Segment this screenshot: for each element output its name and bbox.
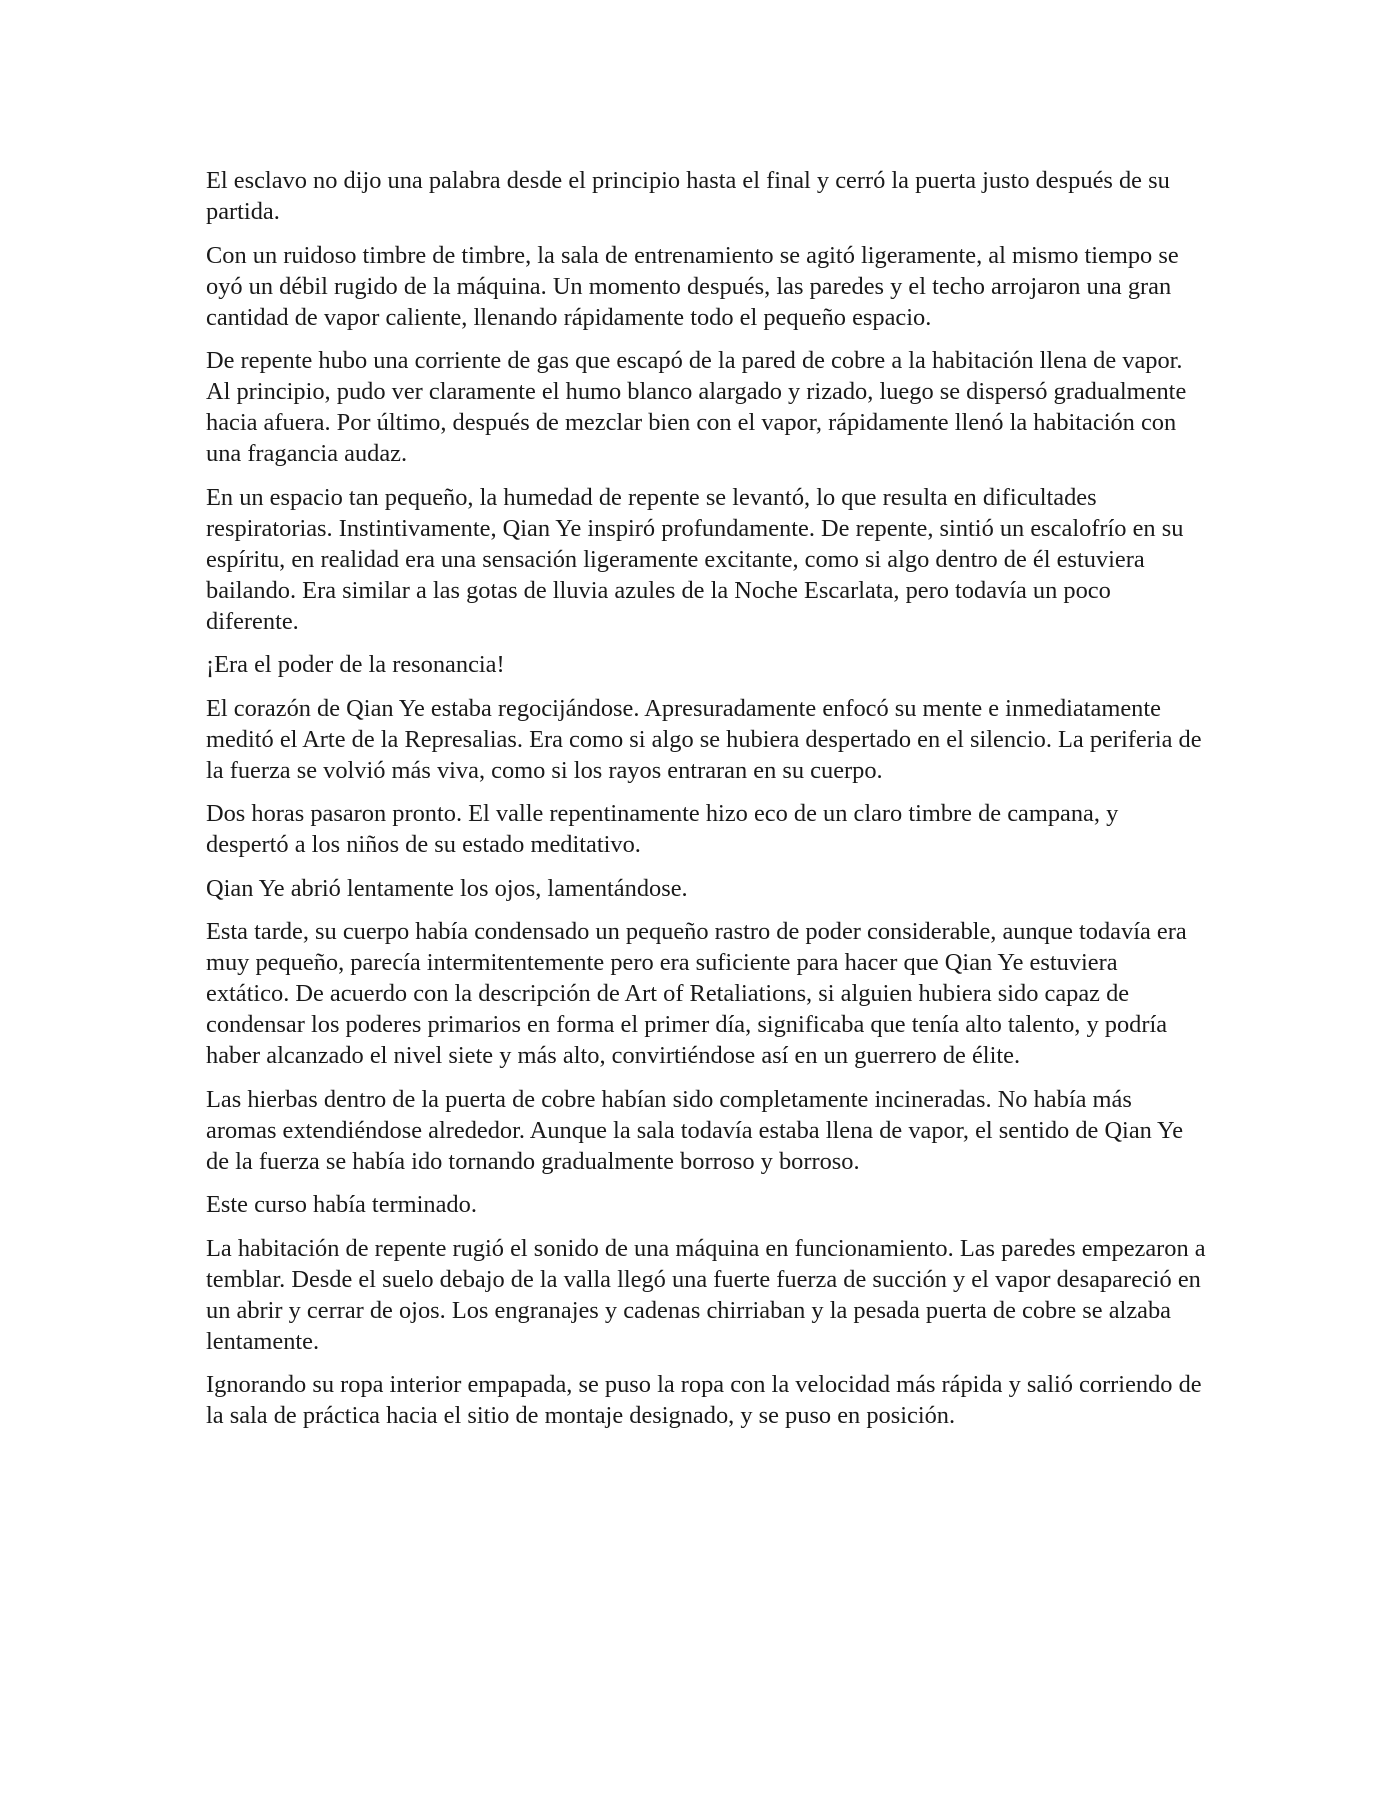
- paragraph: De repente hubo una corriente de gas que escapó de la pared de cobre a la habitación llena de vapor. Al principio, pudo ver claramente el humo blanco alargado y rizado, luego se dispersó gradualmente hacia afuera. Por último, después de mezclar bien con el vapor, rápidamente llenó la habitación con una fragancia audaz.: [206, 347, 1187, 467]
- paragraph: Con un ruidoso timbre de timbre, la sala de entrenamiento se agitó ligeramente, al mismo tiempo se oyó un débil rugido de la máquina. Un momento después, las paredes y el techo arrojaron una gran cantidad de vapor caliente, llenando rápidamente todo el pequeño espacio.: [206, 241, 1179, 331]
- paragraph: Este curso había terminado.: [206, 1191, 477, 1218]
- paragraph: La habitación de repente rugió el sonido de una máquina en funcionamiento. Las paredes empezaron a temblar. Desde el suelo debajo de la valla llegó una fuerte fuerza de succión y el vapor desapareció en un abrir y cerrar de ojos. Los engranajes y cadenas chirriaban y la pesada puerta de cobre se alzaba lentamente.: [206, 1234, 1206, 1355]
- paragraph: Dos horas pasaron pronto. El valle repentinamente hizo eco de un claro timbre de campana, y despertó a los niños de su estado meditativo.: [206, 800, 1119, 858]
- paragraph: Qian Ye abrió lentamente los ojos, lamentándose.: [206, 874, 688, 902]
- paragraph: Las hierbas dentro de la puerta de cobre habían sido completamente incineradas. No había más aromas extendiéndose alrededor. Aunque la sala todavía estaba llena de vapor, el sentido de Qian Ye de la fuerza se había ido tornando gradualmente borroso y borroso.: [206, 1085, 1184, 1175]
- paragraph: ¡Era el poder de la resonancia!: [206, 651, 505, 678]
- paragraph: El corazón de Qian Ye estaba regocijándose. Apresuradamente enfocó su mente e inmediatamente meditó el Arte de la Represalias. Era como si algo se hubiera despertado en el silencio. La periferia de la fuerza se volvió más viva, como si los rayos entraran en su cuerpo.: [206, 694, 1202, 784]
- paragraph: En un espacio tan pequeño, la humedad de repente se levantó, lo que resulta en dificultades respiratorias. Instintivamente, Qian Ye inspiró profundamente. De repente, sintió un escalofrío en su espíritu, en realidad era una sensación ligeramente excitante, como si algo dentro de él estuviera bailando. Era similar a las gotas de lluvia azules de la Noche Escarlata, pero todavía un poco diferente.: [206, 483, 1184, 635]
- paragraph: Ignorando su ropa interior empapada, se puso la ropa con la velocidad más rápida y salió corriendo de la sala de práctica hacia el sitio de montaje designado, y se puso en posición.: [206, 1371, 1202, 1429]
- paragraph: Esta tarde, su cuerpo había condensado un pequeño rastro de poder considerable, aunque todavía era muy pequeño, parecía intermitentemente pero era suficiente para hacer que Qian Ye estuviera extático. De acuerdo con la descripción de Art of Retaliations, si alguien hubiera sido capaz de condensar los poderes primarios en forma el primer día, significaba que tenía alto talento, y podría haber alcanzado el nivel siete y más alto, convirtiéndose así en un guerrero de élite.: [206, 918, 1187, 1069]
- document-page: [206, 165, 1206, 1444]
- paragraph: El esclavo no dijo una palabra desde el principio hasta el final y cerró la puerta justo después de su partida.: [206, 167, 1170, 225]
